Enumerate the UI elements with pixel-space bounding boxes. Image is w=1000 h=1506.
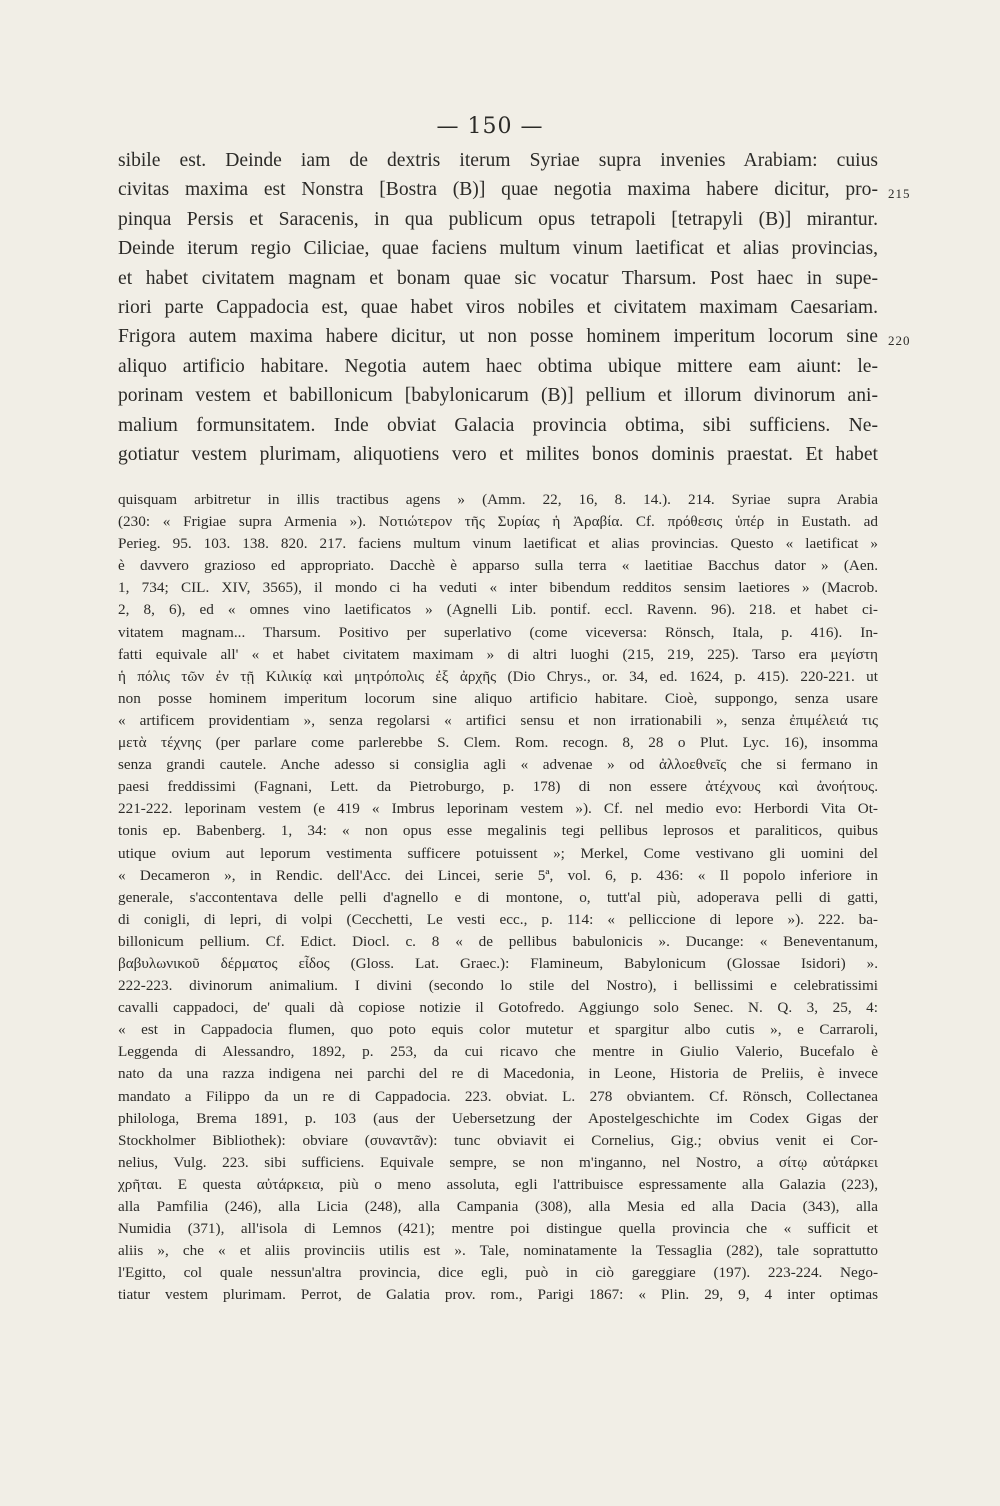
note-line: 2, 8, 6), ed « omnes vino laetificatos » (Agnelli Lib. pontif. eccl. Ravenn. 96). 218. et habet ci- — [118, 601, 878, 619]
note-line: vitatem magnam... Tharsum. Positivo per superlativo (come viceversa: Rönsch, Itala, p. 416). In- — [118, 623, 878, 641]
note-line: « est in Cappadocia flumen, quo poto equis color mutetur et spargitur albo cutis », e Carraroli, — [118, 1021, 878, 1039]
note-line: 221-222. leporinam vestem (e 419 « Imbrus leporinam vestem »). Cf. nel medio evo: Herbordi Vita Ot- — [118, 800, 878, 818]
main-text-line — [118, 411, 878, 440]
main-text — [118, 146, 911, 469]
main-line-text: riori parte Cappadocia est, quae habet viros nobiles et civitatem maximam Caesariam. — [118, 297, 878, 319]
main-line-text: malium formunsitatem. Inde obviat Galacia provincia obtima, sibi sufficiens. Ne- — [118, 414, 878, 436]
note-line: fatti equivale all' « et habet civitatem maximam » di altri luoghi (215, 219, 225). Tarso era μεγίστη — [118, 645, 878, 663]
note-line: è davvero grazioso ed appropriato. Dacchè è apparso sulla terra « laetitiae Bacchus dator » (Aen. — [118, 557, 878, 575]
note-line: mandato a Filippo da un re di Cappadocia. 223. obviat. L. 278 obviantem. Cf. Rönsch, Collectanea — [118, 1087, 878, 1105]
note-line: nelius, Vulg. 223. sibi sufficiens. Equivale sempre, se non m'inganno, nel Nostro, a σίτῳ αὐτάρκει — [118, 1153, 878, 1171]
main-text-line — [118, 293, 878, 322]
main-line-text: sibile est. Deinde iam de dextris iterum Syriae supra invenies Arabiam: cuius — [118, 150, 878, 171]
note-line: χρῆται. E questa αὐτάρκεια, più o meno assoluta, egli l'attribuisce espressamente alla Galazia (223), — [118, 1175, 878, 1193]
main-text-line — [118, 264, 878, 293]
note-line: tonis ep. Babenberg. 1, 34: « non opus esse megalinis tegi pellibus leprosos et paraliticos, quibus — [118, 822, 878, 840]
note-line: alla Pamfilia (246), alla Licia (248), alla Campania (308), alla Mesia ed alla Dacia (343), alla — [118, 1198, 878, 1215]
main-text-line — [118, 352, 878, 381]
note-line: nato da una razza indigena nei parchi del re di Macedonia, in Leone, Historia de Preliis, è invece — [118, 1065, 878, 1083]
main-text-line — [118, 322, 911, 351]
note-line: Numidia (371), all'isola di Lemnos (421); mentre poi distingue quella provincia che « sufficit et — [118, 1220, 878, 1238]
note-line: ἡ πόλις τῶν ἐν τῇ Κιλικίᾳ καὶ μητρόπολις ἐξ ἀρχῆς (Dio Chrys., or. 34, ed. 1624, p. 415). 220-221. ut — [118, 667, 878, 685]
note-line: paesi freddissimi (Fagnani, Lett. da Pietroburgo, p. 178) di non essere ἀτέχνους καὶ ἀνοήτους. — [118, 778, 878, 796]
note-line: philologa, Brema 1891, p. 103 (aus der Uebersetzung der Apostelgeschichte im Codex Gigas der — [118, 1109, 878, 1127]
note-line: billonicum pellium. Cf. Edict. Diocl. c. 8 « de pellibus babulonicis ». Ducange: « Beneventanum, — [118, 932, 878, 950]
line-number-margin: 215 — [888, 186, 911, 202]
note-line: l'Egitto, col quale nessun'altra provincia, dice egli, può in ciò gareggiare (197). 223-224. Nego- — [118, 1264, 878, 1282]
note-line: tiatur vestem plurimam. Perrot, de Galatia prov. rom., Parigi 1867: « Plin. 29, 9, 4 inter optimas — [118, 1286, 878, 1304]
note-line: aliis », che « et aliis provinciis utilis est ». Tale, nominatamente la Tessaglia (282), tale soprattutto — [118, 1242, 878, 1260]
note-line: 1, 734; CIL. XIV, 3565), il mondo ci ha veduti « inter bibendum redditos sensim laetiores » (Macrob. — [118, 579, 878, 597]
note-line: utique ovium aut leporum vestimenta sufficere potuissent »; Merkel, Come vestivano gli uomini del — [118, 844, 878, 862]
note-line: quisquam arbitretur in illis tractibus agens » (Amm. 22, 16, 8. 14.). 214. Syriae supra Arabia — [118, 491, 878, 508]
main-line-text: et habet civitatem magnam et bonam quae sic vocatur Tharsum. Post haec in supe- — [118, 267, 878, 289]
main-text-line — [118, 205, 878, 234]
note-line: non posse hominem imperitum locorum sine aliquo artificio habitare. Cioè, suppongo, senza usare — [118, 689, 878, 707]
commentary-notes — [118, 489, 878, 1306]
note-line: cavalli cappadoci, de' quali dà copiose notizie il Gotofredo. Aggiungo solo Senec. N. Q. 3, 25, 4: — [118, 999, 878, 1017]
note-line: « Decameron », in Rendic. dell'Acc. dei Lincei, serie 5ª, vol. 6, p. 436: « Il popolo inferiore in — [118, 866, 878, 884]
main-text-line — [118, 234, 878, 263]
note-line: Leggenda di Alessandro, 1892, p. 253, da cui ricavo che mentre in Giulio Valerio, Bucefalo è — [118, 1043, 878, 1061]
note-line: « artificem providentiam », senza regolarsi « artifici sensu et non irrationabili », senza ἐπιμέλειά τις — [118, 711, 878, 729]
page-number: — 150 — — [436, 114, 544, 139]
main-line-text: porinam vestem et babillonicum [babylonicarum (B)] pellium et illorum divinorum ani- — [118, 385, 878, 407]
note-line: Stockholmer Bibliothek): obviare (συναντᾶν): tunc obviavit ei Cornelius, Gig.; obvius venit ei Cor- — [118, 1131, 878, 1149]
note-line: di conigli, di lepri, di volpi (Cecchetti, Le vesti ecc., p. 114: « pelliccione di lepore »). 222. ba- — [118, 910, 878, 928]
main-line-text: aliquo artificio habitare. Negotia autem haec obtima ubique mittere eam aiunt: le- — [118, 355, 878, 377]
main-line-text: gotiatur vestem plurimam, aliquotiens vero et milites bonos dominis praestat. Et habet — [118, 444, 878, 466]
main-text-line — [118, 175, 911, 204]
main-line-text: Frigora autem maxima habere dicitur, ut non posse hominem imperitum locorum sine — [118, 326, 878, 348]
main-text-line — [118, 146, 878, 175]
main-text-line — [118, 440, 878, 469]
main-line-text: civitas maxima est Nonstra [Bostra (B)] quae negotia maxima habere dicitur, pro- — [118, 179, 878, 201]
note-line: (230: « Frigiae supra Armenia »). Νοτιώτερον τῆς Συρίας ἡ Ἀραβία. Cf. πρόθεσις ὑπέρ in Eustath. ad — [118, 513, 878, 531]
note-line: βαβυλωνικοῦ δέρματος εἶδος (Gloss. Lat. Graec.): Flamineum, Babylonicum (Glossae Isidori) ». — [118, 954, 878, 972]
main-line-text: pinqua Persis et Saracenis, in qua publicum opus tetrapoli [tetrapyli (B)] mirantur. — [118, 208, 878, 230]
note-line: generale, s'accontentava delle pelli d'agnello e di montone, o, tutt'al più, adoperava pelli di gatti, — [118, 888, 878, 906]
note-line: senza grandi cautele. Anche adesso si consiglia agli « advenae » od ἀλλοεθνεῖς che si fermano in — [118, 756, 878, 774]
main-line-text: Deinde iterum regio Ciliciae, quae faciens multum vinum laetificat et alias provincias, — [118, 238, 878, 260]
note-line: 222-223. divinorum animalium. I divini (secondo lo stile del Nostro), i bellissimi e celebratissimi — [118, 977, 878, 995]
note-line: Perieg. 95. 103. 138. 820. 217. faciens multum vinum laetificat et alias provincias. Questo « laetificat » — [118, 535, 878, 553]
line-number-margin: 220 — [888, 333, 911, 349]
main-text-line — [118, 381, 878, 410]
note-line: μετὰ τέχνης (per parlare come parlerebbe S. Clem. Rom. recogn. 8, 28 o Plut. Lyc. 16), insomma — [118, 734, 878, 752]
